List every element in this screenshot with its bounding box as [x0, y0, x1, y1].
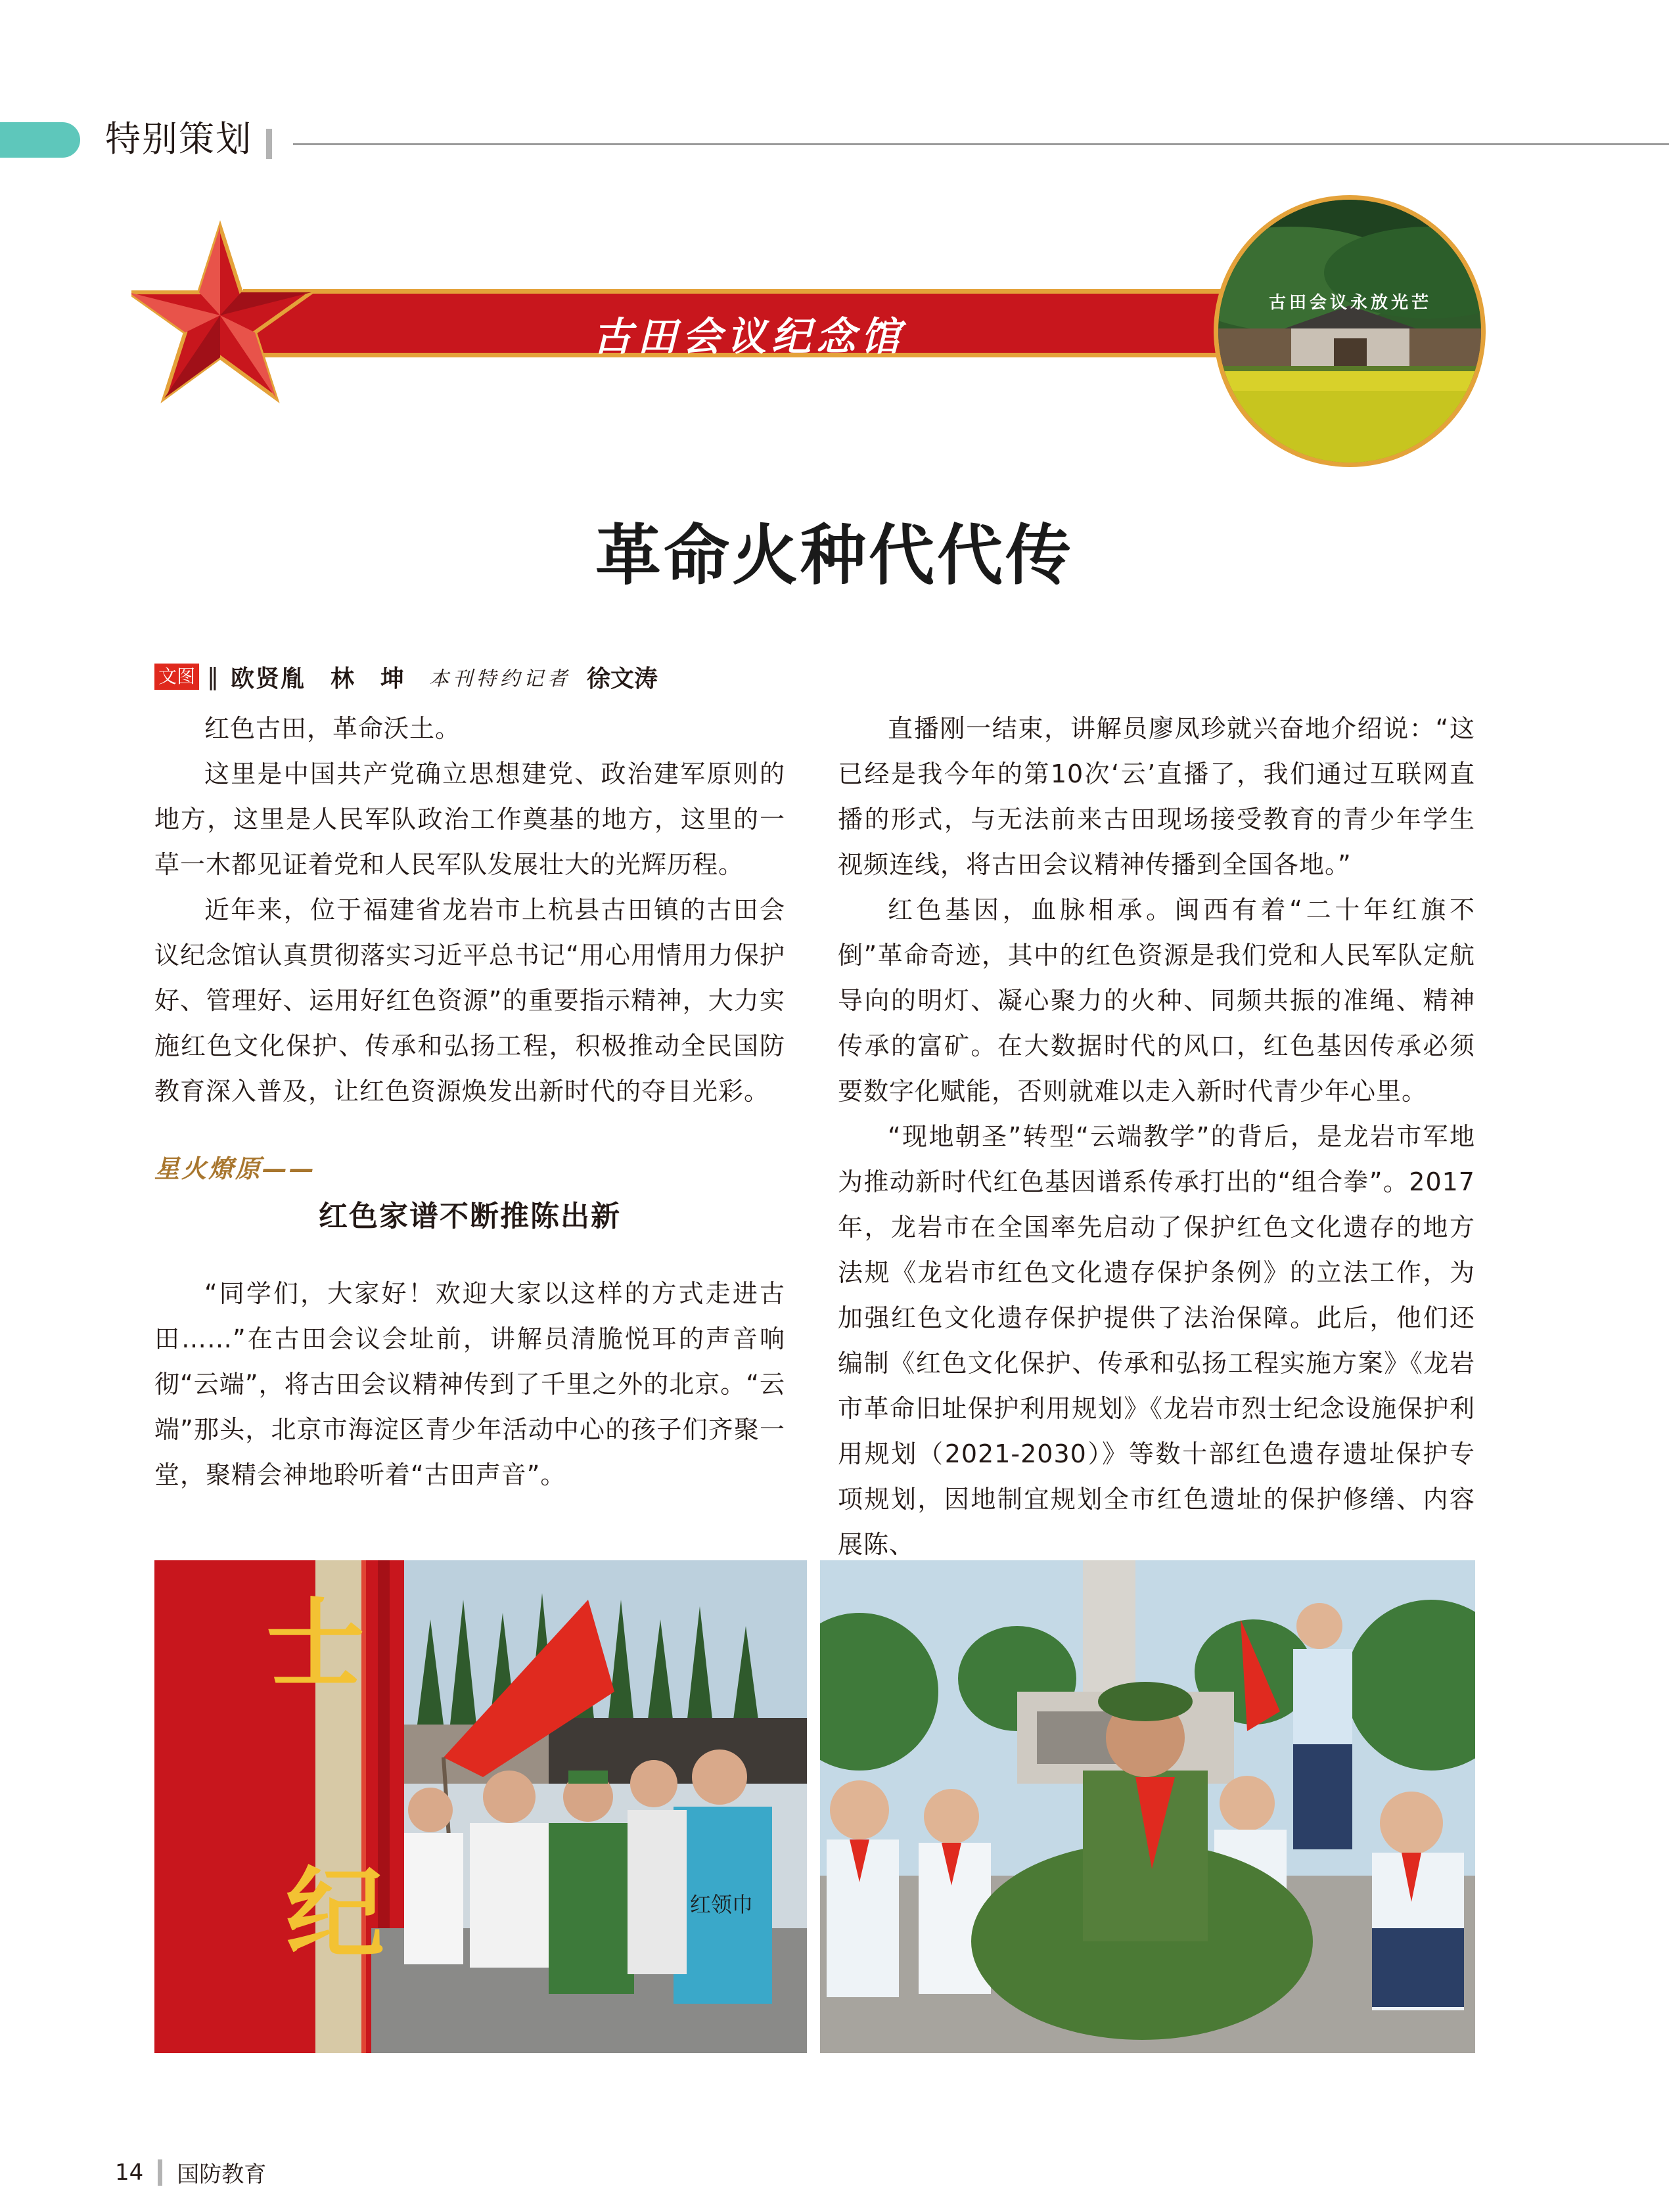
article-title: 革命火种代代传 — [595, 517, 1074, 594]
section-label: 特别策划 — [105, 118, 252, 160]
byline-separator: ‖ — [207, 663, 219, 690]
paragraph: 红色古田，革命沃土。 — [204, 714, 461, 743]
paragraph: 红色基因，血脉相承。闽西有着“二十年红旗不倒”革命奇迹，其中的红色资源是我们党和人民军队定航导向的明灯、凝心聚力的火种、同频共振的准绳、精神传承的富矿。在大数据时代的风口，红色基因传承必须要数字化赋能，否则就难以走入新时代青少年心里。 — [838, 895, 1475, 1106]
ribbon-top-edge — [243, 289, 1222, 294]
wall-character: 士 — [266, 1587, 365, 1702]
section-tab-marker — [0, 122, 80, 158]
byline-tag: 文图 — [154, 664, 199, 690]
paragraph: “现地朝圣”转型“云端教学”的背后，是龙岩市军地为推动新时代红色基因谱系传承打出的“组合拳”。2017年，龙岩市在全国率先启动了保护红色文化遗存的地方法规《龙岩市红色文化遗存保护条例》的立法工作，为加强红色文化遗存保护提供了法治保障。此后，他们还编制《红色文化保护、传承和弘扬工程实施方案》《龙岩市革命旧址保护利用规划》《龙岩市烈士纪念设施保护利用规划（2021-2030）》等数十部红色遗存遗址保护专项规划，因地制宜规划全市红色遗址的保护修缮、内容展陈、 — [838, 1122, 1475, 1559]
left-column-intro — [154, 706, 785, 1114]
right-column — [838, 706, 1475, 1568]
page-number: 14 — [115, 2159, 144, 2186]
paragraph: “同学们，大家好！欢迎大家以这样的方式走进古田……”在古田会议会址前，讲解员清脆悦耳的声音响彻“云端”，将古田会议精神传到了千里之外的北京。“云端”那头，北京市海淀区青少年活动中心的孩子们齐聚一堂，聚精会神地聆听着“古田声音”。 — [154, 1279, 785, 1489]
subsection-kicker: 星火燎原—— — [154, 1154, 317, 1183]
byline-role: 本刊特约记者 — [429, 667, 572, 690]
wall-character: 纪 — [286, 1856, 385, 1972]
photo-veteran-with-students — [154, 1560, 807, 2053]
shirt-text: 红领巾 — [690, 1892, 754, 1917]
byline — [154, 660, 658, 693]
subsection-heading: 红色家谱不断推陈出新 — [319, 1200, 621, 1233]
footer-divider — [158, 2159, 162, 2186]
photo-slogan-sign: 古田会议永放光芒 — [1268, 293, 1432, 313]
left-column-body — [154, 1271, 785, 1498]
header-rule — [293, 143, 1669, 145]
paragraph: 直播刚一结束，讲解员廖凤珍就兴奋地介绍说：“这已经是我今年的第10次‘云’直播了，我们通过互联网直播的形式，与无法前来古田现场接受教育的青少年学生视频连线，将古田会议精神传播到全国各地。” — [838, 714, 1475, 879]
paragraph: 近年来，位于福建省龙岩市上杭县古田镇的古田会议纪念馆认真贯彻落实习近平总书记“用心用情用力保护好、管理好、运用好红色资源”的重要指示精神，大力实施红色文化保护、传承和弘扬工程，积极推动全民国防教育深入普及，让红色资源焕发出新时代的夺目光彩。 — [154, 895, 785, 1106]
section-divider-bar — [266, 129, 272, 159]
photo-veteran-with-young-pioneers — [820, 1560, 1475, 2053]
byline-authors: 欧贤胤 林 坤 — [231, 665, 406, 692]
byline-reporter: 徐文涛 — [587, 665, 658, 692]
red-star-icon — [131, 227, 311, 398]
magazine-name: 国防教育 — [177, 2161, 267, 2188]
memorial-site-photo — [1212, 194, 1487, 468]
paragraph: 这里是中国共产党确立思想建党、政治建军原则的地方，这里是人民军队政治工作奠基的地方，这里的一草一木都见证着党和人民军队发展壮大的光辉历程。 — [154, 759, 785, 879]
page-footer — [115, 2156, 266, 2188]
banner-title: 古田会议纪念馆 — [593, 314, 905, 360]
